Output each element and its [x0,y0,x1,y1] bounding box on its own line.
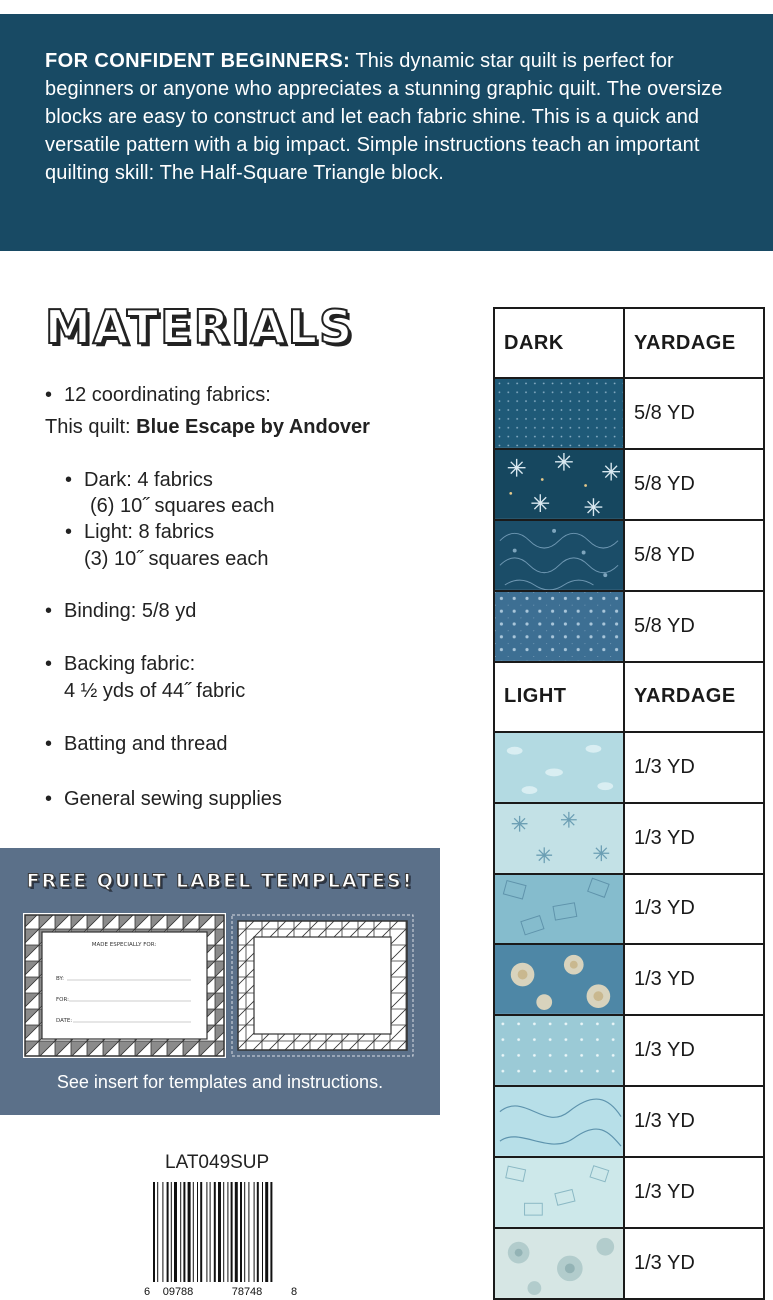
bullet-icon: • [45,600,53,622]
barcode-bar [265,1182,268,1282]
label-template-outline [214,913,417,1058]
table-row [494,874,764,945]
materials-batting [45,731,227,757]
barcode-bar [223,1182,224,1282]
barcode-bar [183,1182,185,1282]
light-header-row [494,662,764,732]
bullet-icon: • [65,521,73,543]
label-templates-promo [0,848,440,1115]
barcode-digits-left: 09788 [162,1286,194,1298]
dark-swatch-2 [495,450,623,519]
intro-banner [0,14,773,251]
light-yardage-2: 1/3 YD [624,803,764,874]
label-date: DATE: [56,1018,73,1024]
bullet-icon: • [45,653,53,675]
intro-lead: FOR CONFIDENT BEGINNERS: [45,50,351,72]
materials-backing [45,651,195,677]
barcode-digits-right: 78748 [231,1286,263,1298]
promo-caption: See insert for templates and instructions. [56,1072,384,1092]
supplies-text: General sewing supplies [64,788,282,810]
dark-yardage-1: 5/8 YD [624,378,764,449]
materials-binding [45,598,196,624]
light-yardage-8: 1/3 YD [624,1228,764,1299]
barcode-bar [254,1182,255,1282]
barcode-bar [244,1182,245,1282]
barcode-bar [188,1182,191,1282]
materials-fabrics [45,382,271,408]
table-row [494,520,764,591]
yardage-header-dark: YARDAGE [624,308,764,378]
table-row [494,1228,764,1299]
light-text: Light: 8 fabrics [84,521,215,543]
barcode-bar [262,1182,263,1282]
barcode-bar [200,1182,202,1282]
light-yardage-1: 1/3 YD [624,732,764,803]
barcode-digit-lead: 6 [144,1286,151,1298]
materials-this-quilt [45,414,370,440]
barcode-bar [210,1182,211,1282]
barcode [144,1182,308,1300]
bullet-icon: • [65,469,73,491]
light-header: LIGHT [494,662,624,732]
barcode-bar [218,1182,221,1282]
materials-backing-detail: 4 ½ yds of 44˝ fabric [64,680,246,702]
top-strip [0,0,773,14]
light-swatch-6 [495,1087,623,1156]
dark-yardage-4: 5/8 YD [624,591,764,662]
table-row [494,1157,764,1228]
barcode-bar [157,1182,158,1282]
materials-light [65,519,214,545]
bullet-icon: • [45,733,53,755]
label-heading: MADE ESPECIALLY FOR: [91,942,157,948]
light-swatch-2 [495,804,623,873]
table-row [494,803,764,874]
table-row [494,449,764,520]
barcode-bar [235,1182,238,1282]
dark-swatch-3 [495,521,623,590]
barcode-bar [240,1182,242,1282]
table-row [494,944,764,1015]
barcode-bar [174,1182,177,1282]
light-yardage-4: 1/3 YD [624,944,764,1015]
fabrics-text: 12 coordinating fabrics: [64,384,271,406]
light-swatch-3 [495,875,623,944]
bullet-icon: • [45,384,53,406]
outline-border-art [214,913,417,1058]
light-yardage-3: 1/3 YD [624,874,764,945]
intro-text [45,47,763,187]
light-yardage-6: 1/3 YD [624,1086,764,1157]
table-row [494,378,764,449]
materials-title: MATERIALS [45,300,355,354]
barcode-bar [153,1182,155,1282]
barcode-bar [231,1182,233,1282]
this-quilt-label: This quilt: [45,416,137,438]
barcode-bar [214,1182,216,1282]
materials-supplies [45,786,282,812]
light-yardage-5: 1/3 YD [624,1015,764,1086]
light-swatch-7 [495,1158,623,1227]
table-row [494,1086,764,1157]
barcode-bar [227,1182,228,1282]
barcode-bar [206,1182,207,1282]
promo-title: FREE QUILT LABEL TEMPLATES! [26,870,414,892]
sku-code: LAT049SUP [165,1152,270,1173]
dark-text: Dark: 4 fabrics [84,469,213,491]
dark-swatch-1 [495,379,623,448]
light-swatch-5 [495,1016,623,1085]
this-quilt-value: Blue Escape by Andover [136,416,370,438]
dark-header: DARK [494,308,624,378]
intro-body: This dynamic star quilt is perfect for beginners or anyone who appreciates a stunning graphic quilt. The oversize blocks are easy to construct and let each fabric shine. This is a quick and versatile pattern with a big impact. Simple instructions teach an important quilting skill: The Half-Square Triangle block. [45,50,723,184]
materials-dark-detail: (6) 10˝ squares each [90,495,275,517]
light-yardage-7: 1/3 YD [624,1157,764,1228]
barcode-bar [162,1182,163,1282]
yardage-table [493,307,765,1300]
barcode-bar [270,1182,272,1282]
dark-swatch-4 [495,592,623,661]
label-for: FOR: [56,997,69,1003]
barcode-bar [248,1182,249,1282]
dark-header-row [494,308,764,378]
label-by: BY: [56,976,64,982]
table-row [494,1015,764,1086]
binding-text: Binding: 5/8 yd [64,600,197,622]
light-swatch-4 [495,945,623,1014]
backing-text: Backing fabric: [64,653,196,675]
barcode-bar [193,1182,194,1282]
dark-yardage-3: 5/8 YD [624,520,764,591]
gray-border-art [23,913,226,1058]
table-row [494,732,764,803]
light-swatch-1 [495,733,623,802]
materials-dark [65,467,213,493]
barcode-bar [180,1182,181,1282]
batting-text: Batting and thread [64,733,228,755]
materials-light-detail: (3) 10˝ squares each [84,548,269,570]
barcode-digit-check: 8 [291,1286,298,1298]
barcode-bar [171,1182,172,1282]
barcode-bar [257,1182,259,1282]
label-template-gray [23,913,226,1058]
light-swatch-8 [495,1229,623,1298]
bullet-icon: • [45,788,53,810]
table-row [494,591,764,662]
yardage-header-light: YARDAGE [624,662,764,732]
barcode-bar [197,1182,198,1282]
dark-yardage-2: 5/8 YD [624,449,764,520]
barcode-bar [167,1182,169,1282]
